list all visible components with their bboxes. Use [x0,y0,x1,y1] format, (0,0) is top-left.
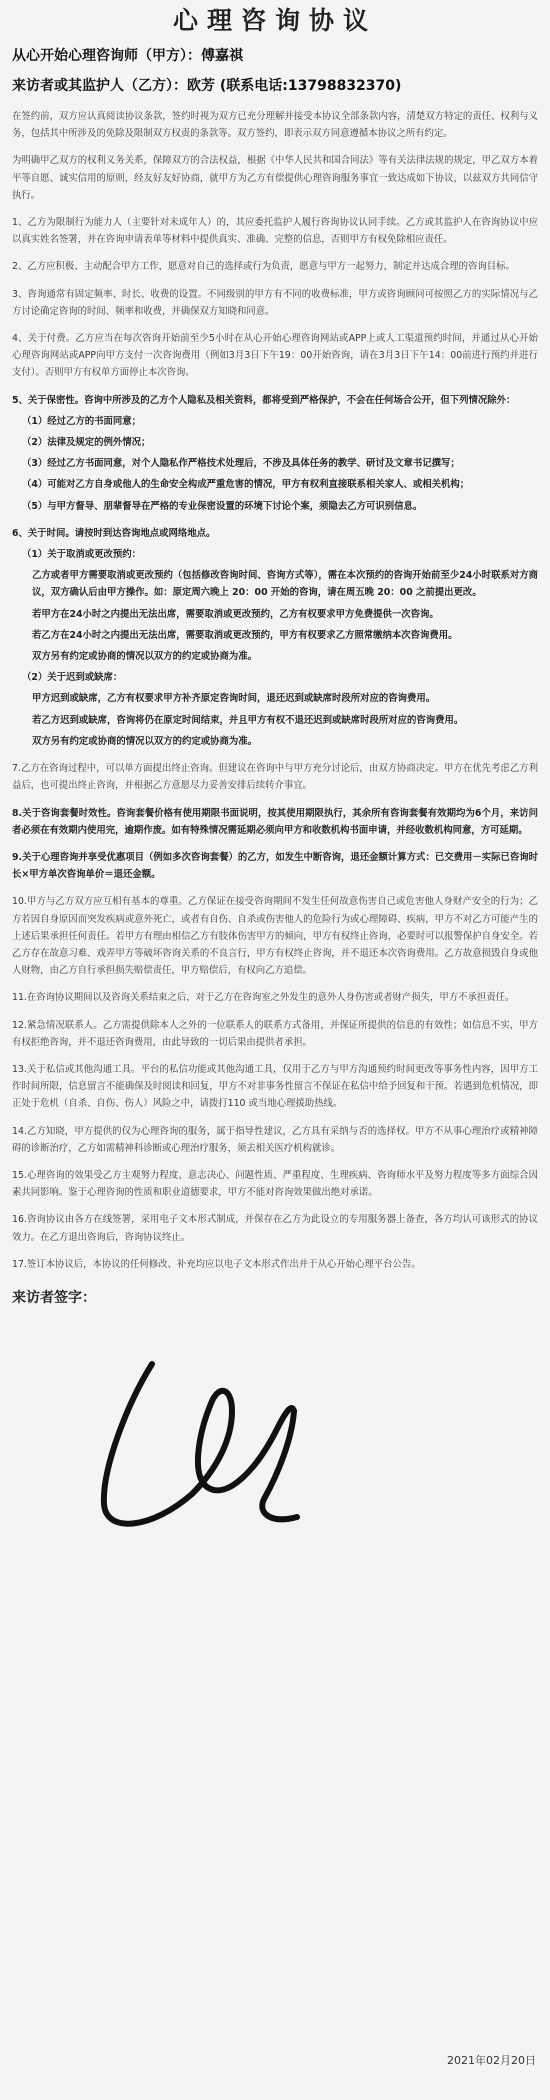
clause-6: 6、关于时间。请按时到达咨询地点或网络地点。 [12,527,216,539]
signing-date: 2021年02月20日 [447,2054,536,2067]
clause-5-item-4: （4）可能对乙方自身或他人的生命安全构成严重危害的情况，甲方有权利直接联系相关家人、或相关机构； [22,479,470,491]
clause-6-1-text: 乙方或者甲方需要取消或更改预约（包括修改咨询时间、咨询方式等），需在本次预约的咨询开始前至少24小时联系对方商议，双方确认后由甲方操作。如：原定周六晚上 20：00 开始的咨询，请在周五晚 20：00 之前提出更改。 [32,570,538,599]
clause-14: 14.乙方知晓，甲方提供的仅为心理咨询的服务，属于指导性建议，乙方具有采纳与否的选择权。甲方不从事心理治疗或精神障碍的诊断治疗，乙方如需精神科诊断或心理治疗服务，须去相关医疗机构就诊。 [12,1125,538,1154]
counselor-line: 从心开始心理咨询师（甲方）：傅嘉祺 [12,48,243,64]
clause-6-sub-2: （2）关于迟到或缺席： [22,672,123,684]
handwritten-signature [82,1329,312,1544]
clause-2: 2、乙方应积极、主动配合甲方工作，愿意对自己的选择或行为负责，愿意与甲方一起努力，制定并达成合理的咨询目标。 [12,261,515,273]
clause-12: 12.紧急情况联系人。乙方需提供除本人之外的一位联系人的联系方式备用，并保证所提供的信息的有效性；如信息不实，甲方有权拒绝咨询，并不退还咨询费用，由此导致的一切后果由提供者承担。 [12,1019,538,1048]
clause-10: 10.甲方与乙方双方应互相有基本的尊重。乙方保证在接受咨询期间不发生任何故意伤害自己或危害他人身财产安全的行为；乙方若因自身原因而突发疾病或意外死亡，或者有自伤、自杀或伤害他人的危险行为或心理障碍、疾病，甲方不对乙方可能产生的上述后果承担任何责任。若甲方有理由相信乙方有肢体伤害甲方的倾向，甲方有权终止咨询，必要时可以报警保护自身安全。若乙方存在故意习难、戏弄甲方等破坏咨询关系的不良言行，甲方有权终止咨询，并不退还本次咨询费用。乙方故意损毁自身或他人财物，由乙方自行承担损失赔偿责任，甲方赔偿后，有权向乙方追偿。 [12,896,538,977]
clause-7: 7.乙方在咨询过程中，可以单方面提出终止咨询。但建议在咨询中与甲方充分讨论后，由双方协商决定。甲方在优先考虑乙方利益后，也可提出终止咨询，并根据乙方意愿尽力妥善安排后续转介事宜。 [12,763,538,792]
page-title: 心理咨询协议 [172,6,377,35]
clause-6-1-party-b: 若乙方在24小时之内提出无法出席，需要取消或更改预约，甲方有权要求乙方照常缴纳本次咨询费用。 [32,629,458,641]
clause-6-1-party-a: 若甲方在24小时之内提出无法出席，需要取消或更改预约，乙方有权要求甲方免费提供一次咨询。 [32,608,439,620]
clause-6-2-party-a: 甲方迟到或缺席，乙方有权要求甲方补齐原定咨询时间，退还迟到或缺席时段所对应的咨询费用。 [32,693,436,705]
clause-1: 1、乙方为限制行为能力人（主要针对未成年人）的，其应委托监护人履行咨询协议认同手续。乙方或其监护人在咨询协议中应以真实姓名签署，并在咨询申请表单等材料中提供真实、准确、完整的信息，否则甲方有权免除相应责任。 [12,217,538,246]
clause-5-item-3: （3）经过乙方书面同意，对个人隐私作严格技术处理后，不涉及具体任务的教学、研讨及文章书记撰写； [22,458,460,470]
clause-4: 4、关于付费。乙方应当在每次咨询开始前至少5小时在从心开始心理咨询网站或APP上或人工渠道预约时间，并通过从心开始心理咨询网站或APP向甲方支付一次咨询费用（例如3月3日下午19：00开始咨询，请在3月3日下午14：00前进行预约并进行支付）。否则甲方有权单方面停止本次咨询。 [12,333,538,379]
clause-9: 9.关于心理咨询并享受优惠项目（例如多次咨询套餐）的乙方，如发生中断咨询，退还金额计算方式：已交费用－实际已咨询时长×甲方单次咨询单价＝退还金额。 [12,851,538,881]
agreement-body [12,108,538,1273]
clause-13: 13.关于私信或其他沟通工具。平台的私信功能或其他沟通工具，仅用于乙方与甲方沟通预约时间更改等事务性内容，因甲方工作时间所限，信息留言不能确保及时阅读和回复，甲方不对非事务性留言不保证在私信中给予回复和干预。若遇到危机情况，即正处于危机（自杀、自伤、伤人）风险之中，请拨打110 或当地心理援助热线。 [12,1063,538,1110]
clause-17: 17.签订本协议后，本协议的任何修改、补充均应以电子文本形式作出并于从心开始心理平台公告。 [12,1258,421,1270]
clause-6-1-other: 双方另有约定或协商的情况以双方的约定或协商为准。 [32,651,258,663]
clause-16: 16.咨询协议由各方在线签署，采用电子文本形式制成，并保存在乙方为此设立的专用服务器上备查，各方均认可该形式的协议效力。在乙方退出咨询后，咨询协议终止。 [12,1214,538,1243]
clause-6-2-party-b: 若乙方迟到或缺席，咨询将仍在原定时间结束，并且甲方有权不退还迟到或缺席时段所对应的咨询费用。 [32,714,464,726]
client-line: 来访者或其监护人（乙方）：欧芳 (联系电话:13798832370) [12,78,402,94]
clause-5-item-2: （2）法律及规定的例外情况； [22,437,151,449]
clause-8: 8.关于咨询套餐时效性。咨询套餐价格有使用期限书面说明，按其使用期限执行，其余所有咨询套餐有效期均为6个月，来访问者必须在有效期内使用完，逾期作废。如有特殊情况需延期必须向甲方和收数机构书面申请，并经收数机构同意，方可延期。 [12,807,538,836]
clause-5-item-1: （1）经过乙方的书面同意； [22,415,142,427]
clause-5: 5、关于保密性。咨询中所涉及的乙方个人隐私及相关资料，都将受到严格保护，不会在任何场合公开，但下列情况除外： [12,394,516,406]
clause-3: 3、咨询通常有固定频率、时长、收费的设置。不同级别的甲方有不同的收费标准，甲方或咨询顾问可按照乙方的实际情况与乙方讨论确定咨询的时间、频率和收费，并确保双方知晓和同意。 [12,288,538,317]
signature-label: 来访者签字： [12,1289,96,1306]
paragraph-intro: 在签约前，双方应认真阅读协议条款，签约时视为双方已充分理解并接受本协议全部条款内容，清楚双方特定的责任、权利与义务，包括其中所涉及的免除及限制双方权责的条款等。双方签约，即表示双方同意遵循本协议之所有约定。 [12,111,538,140]
clause-6-sub-1: （1）关于取消或更改预约： [22,549,142,561]
clause-11: 11.在咨询协议期间以及咨询关系结束之后，对于乙方在咨询室之外发生的意外人身伤害或者财产损失，甲方不承担责任。 [12,992,515,1004]
clause-5-item-5: （5）与甲方督导、朋辈督导在严格的专业保密设置的环境下讨论个案，须隐去乙方可识别信息。 [22,500,423,512]
paragraph-purpose: 为明确甲乙双方的权利义务关系，保障双方的合法权益，根据《中华人民共和国合同法》等有关法律法规的规定，甲乙双方本着平等自愿、诚实信用的原则，经友好友好协商，就甲方为乙方有偿提供心理咨询服务事宜一致达成如下协议，以兹双方共同信守执行。 [12,155,538,201]
clause-15: 15.心理咨询的效果受乙方主观努力程度、意志决心、问题性质、严重程度、生理疾病、咨询师水平及努力程度等多方面综合因素共同影响。鉴于心理咨询的性质和职业道德要求，甲方不能对咨询效果做出绝对承诺。 [12,1169,538,1199]
clause-6-2-other: 双方另有约定或协商的情况以双方的约定或协商为准。 [32,735,258,747]
